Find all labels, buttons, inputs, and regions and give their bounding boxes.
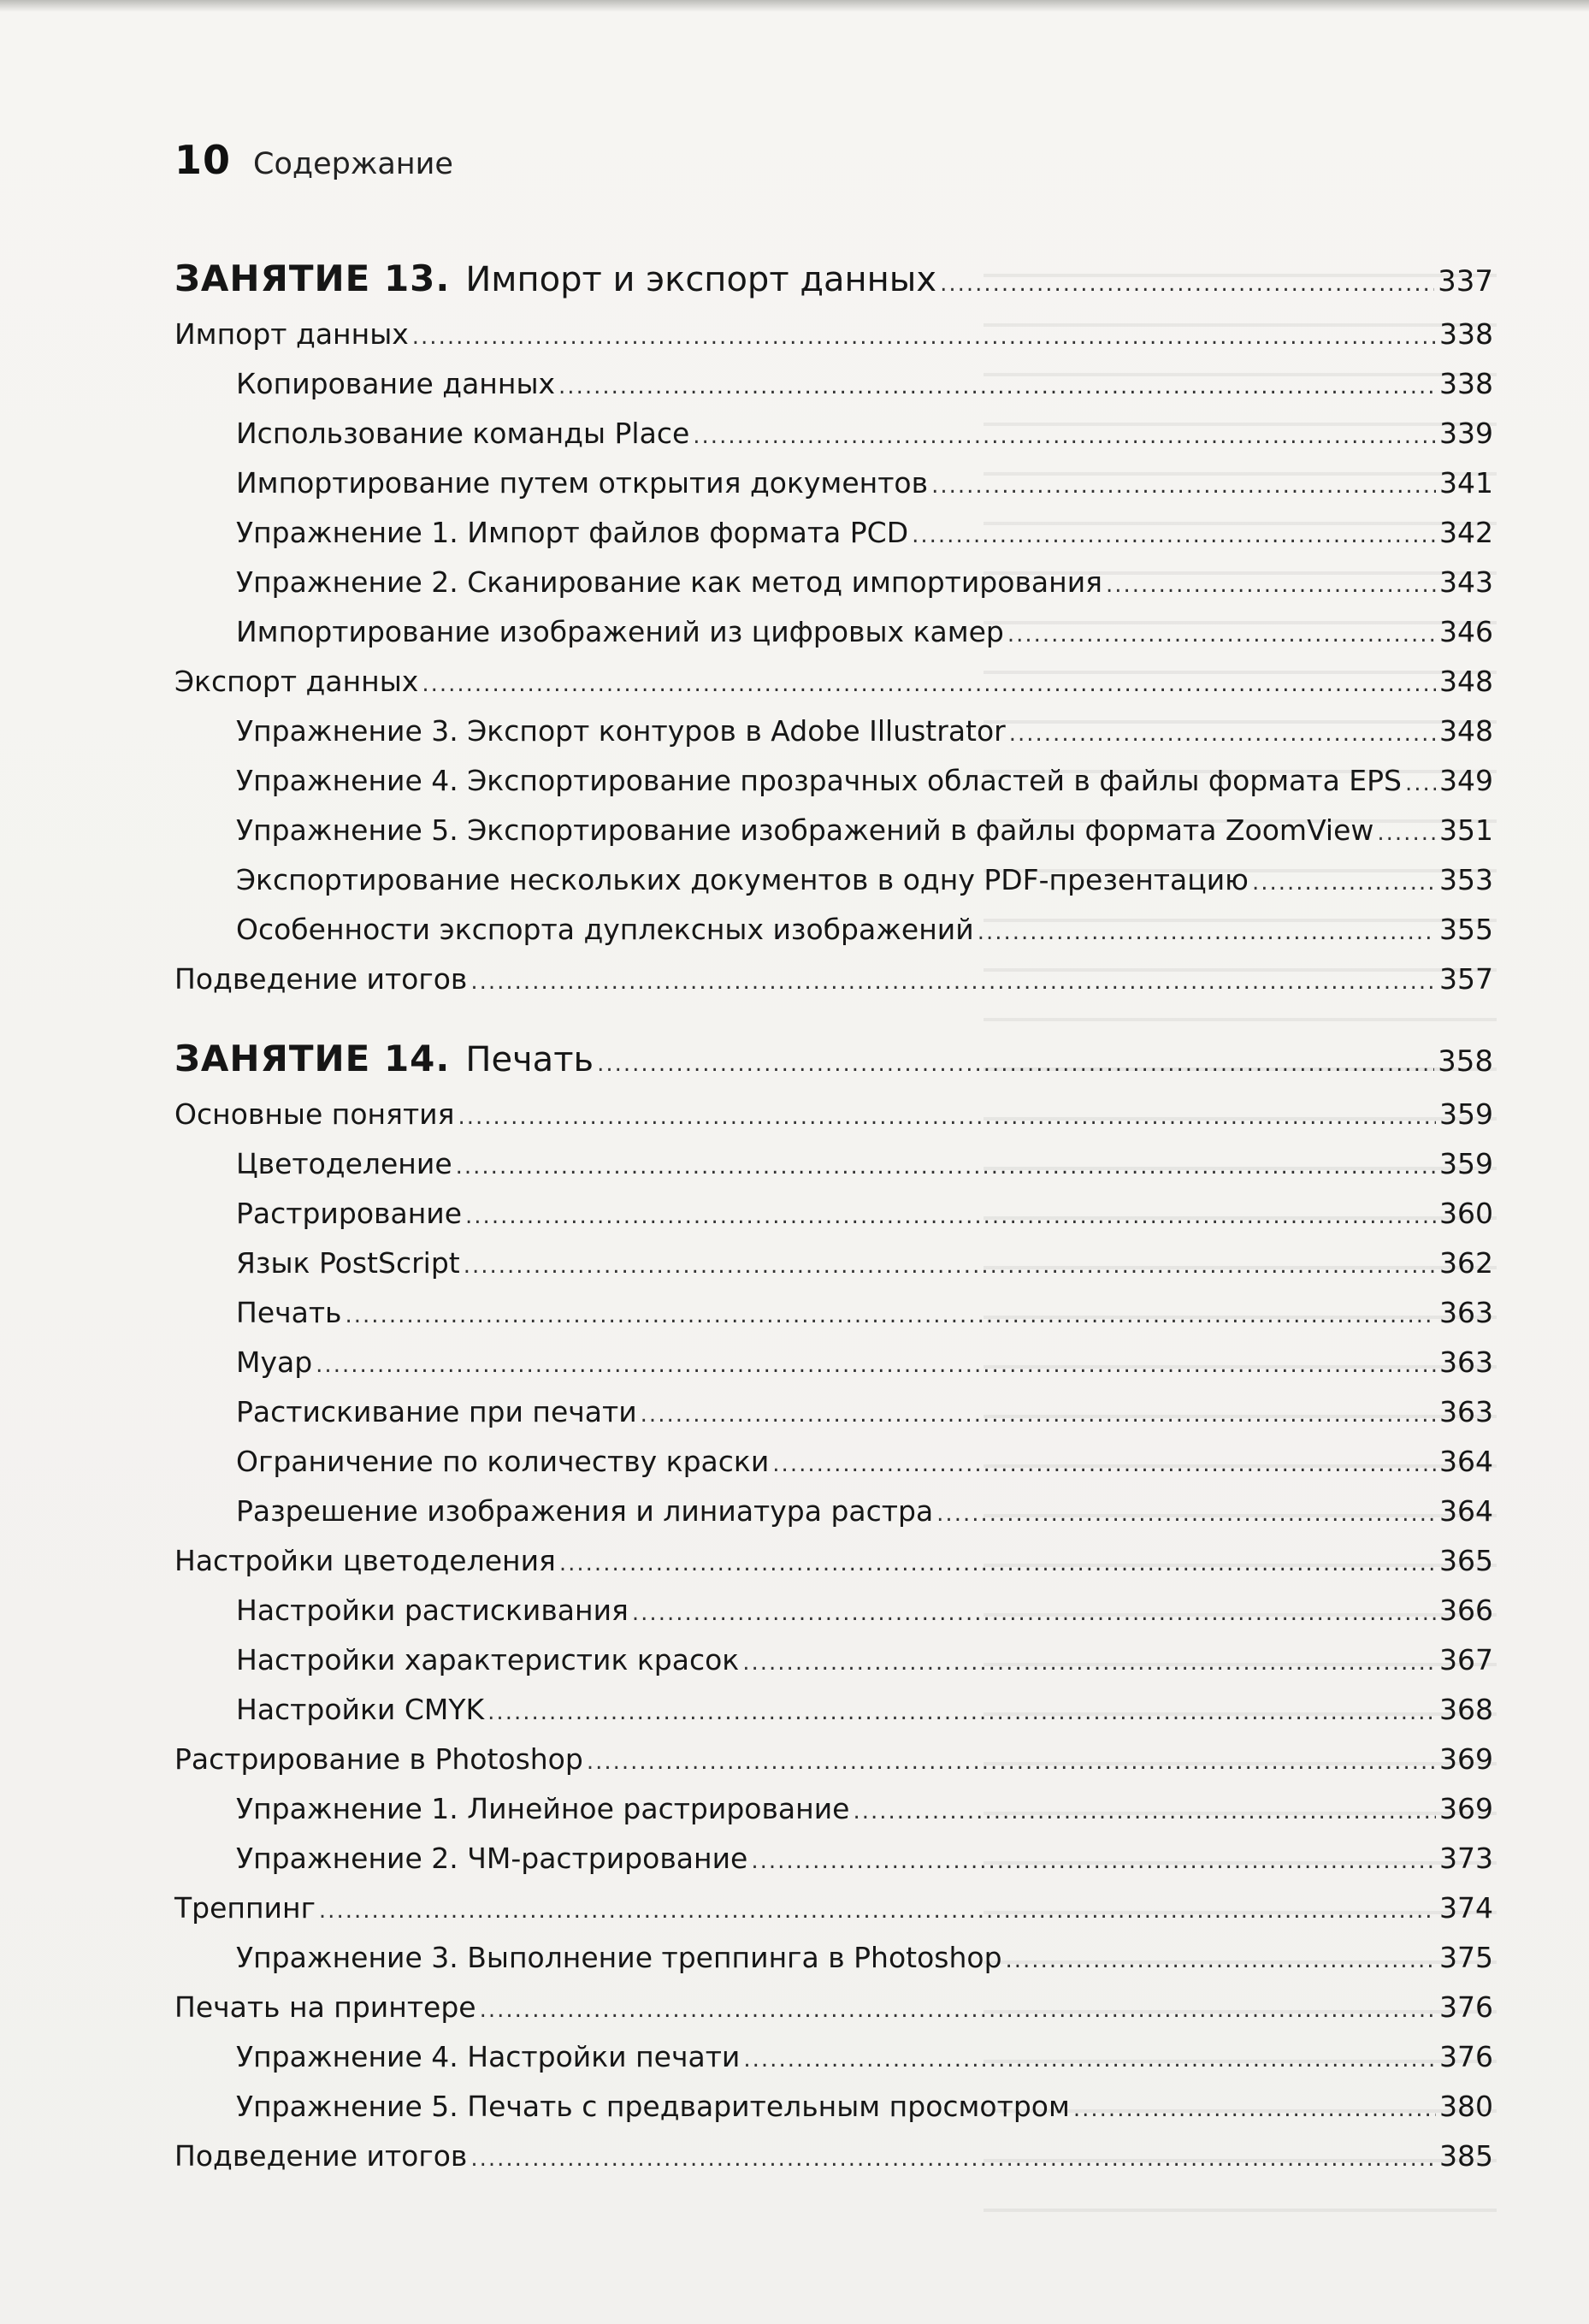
- toc-entry-page-number: 364: [1439, 1445, 1493, 1478]
- toc-subsection-entry[interactable]: [174, 558, 1493, 607]
- toc-entry-page-number: 365: [1439, 1544, 1493, 1577]
- toc-entry-label: Настройки CMYK: [236, 1693, 485, 1726]
- dot-leader: [940, 253, 1434, 315]
- page-number: 10: [174, 137, 232, 183]
- toc-entry-page-number: 369: [1439, 1792, 1493, 1825]
- toc-entry-label: Печать: [236, 1296, 342, 1329]
- dot-leader: [346, 1291, 1436, 1340]
- toc-entry-label: Копирование данных: [236, 367, 556, 400]
- toc-entry-page-number: 363: [1439, 1395, 1493, 1428]
- dot-leader: [632, 1588, 1436, 1638]
- toc-entry-label: Язык PostScript: [236, 1246, 460, 1280]
- toc-entry-label: Особенности экспорта дуплексных изображений: [236, 913, 974, 946]
- toc-entry-page-number: 363: [1439, 1296, 1493, 1329]
- toc-entry-page-number: 351: [1439, 813, 1493, 847]
- toc-entry-page-number: 362: [1439, 1246, 1493, 1280]
- toc-subsection-entry[interactable]: [174, 1487, 1493, 1536]
- dot-leader: [458, 1092, 1436, 1142]
- toc-subsection-entry[interactable]: [174, 1288, 1493, 1338]
- toc-subsection-entry[interactable]: [174, 1387, 1493, 1437]
- toc-subsection-entry[interactable]: [174, 905, 1493, 955]
- toc-entry-page-number: 338: [1439, 367, 1493, 400]
- toc-entry-page-number: 359: [1439, 1147, 1493, 1180]
- toc-entry-label: Настройки цветоделения: [174, 1544, 556, 1577]
- dot-leader: [912, 511, 1436, 560]
- toc-subsection-entry[interactable]: [174, 1635, 1493, 1685]
- toc-entry-page-number: 348: [1439, 714, 1493, 748]
- toc-section-entry[interactable]: [174, 1983, 1493, 2032]
- chapter-block: [174, 248, 1493, 1004]
- toc-entry-page-number: 369: [1439, 1742, 1493, 1776]
- dot-leader: [978, 908, 1436, 957]
- dot-leader: [1252, 858, 1436, 908]
- toc-entry-label: Импортирование путем открытия документов: [236, 466, 929, 500]
- dot-leader: [465, 1192, 1436, 1241]
- toc-entry-page-number: 374: [1439, 1891, 1493, 1925]
- toc-entry-label: Упражнение 3. Экспорт контуров в Adobe Illustrator: [236, 714, 1006, 748]
- toc-entry-label: Растрирование: [236, 1197, 463, 1230]
- dot-leader: [470, 957, 1436, 1007]
- toc-subsection-entry[interactable]: [174, 756, 1493, 806]
- dot-leader: [464, 1241, 1436, 1291]
- chapter-number: ЗАНЯТИЕ 14.: [174, 1038, 451, 1079]
- dot-leader: [853, 1787, 1436, 1836]
- toc-entry-label: Разрешение изображения и линиатура растра: [236, 1494, 934, 1528]
- dot-leader: [319, 1886, 1436, 1936]
- toc-entry-label: Упражнение 4. Настройки печати: [236, 2040, 741, 2073]
- toc-entry-label: Использование команды Place: [236, 417, 690, 450]
- dot-leader: [422, 659, 1436, 709]
- dot-leader: [1106, 560, 1436, 610]
- toc-entry-page-number: 366: [1439, 1594, 1493, 1627]
- dot-leader: [1009, 709, 1436, 759]
- dot-leader: [1006, 1936, 1436, 1985]
- toc-entry-label: Подведение итогов: [174, 962, 468, 996]
- toc-subsection-entry[interactable]: [174, 855, 1493, 905]
- toc-entry-page-number: 341: [1439, 466, 1493, 500]
- chapter-title: Импорт и экспорт данных: [465, 260, 937, 299]
- dot-leader: [587, 1737, 1436, 1787]
- toc-entry-label: Ограничение по количеству краски: [236, 1445, 770, 1478]
- dot-leader: [693, 411, 1436, 461]
- toc-entry-label: Муар: [236, 1345, 313, 1379]
- dot-leader: [412, 312, 1436, 362]
- toc-subsection-entry[interactable]: [174, 707, 1493, 756]
- toc-entry-page-number: 373: [1439, 1842, 1493, 1875]
- toc-section-entry[interactable]: [174, 955, 1493, 1004]
- toc-entry-label: Экспорт данных: [174, 665, 419, 698]
- page-top-edge: [0, 0, 1589, 12]
- toc-section-entry[interactable]: [174, 1536, 1493, 1586]
- toc-entry-page-number: 357: [1439, 962, 1493, 996]
- chapter-title: Печать: [465, 1040, 594, 1079]
- toc-section-entry[interactable]: [174, 1883, 1493, 1933]
- chapter-page-number: 358: [1438, 1044, 1493, 1079]
- dot-leader: [559, 1539, 1436, 1588]
- toc-entry-label: Настройки растискивания: [236, 1594, 629, 1627]
- dot-leader: [487, 1688, 1436, 1737]
- toc-entry-page-number: 376: [1439, 1990, 1493, 2024]
- toc-entry-page-number: 348: [1439, 665, 1493, 698]
- toc-subsection-entry[interactable]: [174, 458, 1493, 508]
- toc-section-entry[interactable]: [174, 1735, 1493, 1784]
- toc-subsection-entry[interactable]: [174, 1586, 1493, 1635]
- chapter-heading[interactable]: [174, 248, 1493, 310]
- toc-section-entry[interactable]: [174, 1090, 1493, 1139]
- toc-subsection-entry[interactable]: [174, 806, 1493, 855]
- toc-section-entry[interactable]: [174, 310, 1493, 359]
- chapter-number: ЗАНЯТИЕ 13.: [174, 257, 451, 299]
- toc-entry-page-number: 349: [1439, 764, 1493, 797]
- dot-leader: [743, 2035, 1436, 2085]
- toc-entry-label: Упражнение 5. Экспортирование изображений в файлы формата ZoomView: [236, 813, 1374, 847]
- toc-subsection-entry[interactable]: [174, 1338, 1493, 1387]
- toc-entry-label: Импортирование изображений из цифровых камер: [236, 615, 1004, 648]
- dot-leader: [742, 1638, 1436, 1688]
- dot-leader: [558, 362, 1436, 411]
- dot-leader: [316, 1340, 1436, 1390]
- dot-leader: [456, 1142, 1436, 1192]
- toc-subsection-entry[interactable]: [174, 359, 1493, 409]
- dot-leader: [1405, 759, 1436, 808]
- toc-entry-page-number: 360: [1439, 1197, 1493, 1230]
- toc-subsection-entry[interactable]: [174, 508, 1493, 558]
- toc-entry-label: Упражнение 4. Экспортирование прозрачных областей в файлы формата EPS: [236, 764, 1402, 797]
- toc-entry-page-number: 375: [1439, 1941, 1493, 1974]
- toc-subsection-entry[interactable]: [174, 2032, 1493, 2082]
- toc-entry-label: Упражнение 1. Линейное растрирование: [236, 1792, 850, 1825]
- toc-entry-label: Настройки характеристик красок: [236, 1643, 740, 1676]
- toc-entry-label: Треппинг: [174, 1891, 316, 1925]
- toc-entry-label: Растрирование в Photoshop: [174, 1742, 583, 1776]
- toc-entry-page-number: 342: [1439, 516, 1493, 549]
- page-header: [174, 137, 453, 183]
- toc-entry-label: Импорт данных: [174, 317, 409, 351]
- toc-subsection-entry[interactable]: [174, 1437, 1493, 1487]
- chapter-heading-label: [174, 1028, 594, 1091]
- toc-entry-page-number: 339: [1439, 417, 1493, 450]
- toc-entry-page-number: 343: [1439, 565, 1493, 599]
- toc-entry-label: Упражнение 2. Сканирование как метод импортирования: [236, 565, 1102, 599]
- toc-entry-page-number: 353: [1439, 863, 1493, 896]
- toc-entry-label: Печать на принтере: [174, 1990, 476, 2024]
- chapter-page-number: 337: [1438, 264, 1493, 299]
- toc-subsection-entry[interactable]: [174, 1933, 1493, 1983]
- toc-subsection-entry[interactable]: [174, 1685, 1493, 1735]
- dot-leader: [1007, 610, 1436, 659]
- dot-leader: [1377, 808, 1436, 858]
- toc-entry-label: Подведение итогов: [174, 2139, 468, 2173]
- toc-entry-page-number: 346: [1439, 615, 1493, 648]
- toc-entry-page-number: 385: [1439, 2139, 1493, 2173]
- toc-entry-label: Упражнение 5. Печать с предварительным просмотром: [236, 2090, 1070, 2123]
- dot-leader: [597, 1033, 1434, 1095]
- toc-section-entry[interactable]: [174, 657, 1493, 707]
- toc-subsection-entry[interactable]: [174, 2082, 1493, 2132]
- toc-entry-page-number: 376: [1439, 2040, 1493, 2073]
- dot-leader: [772, 1440, 1436, 1489]
- dot-leader: [480, 1985, 1436, 2035]
- dot-leader: [1073, 2085, 1436, 2134]
- chapter-heading[interactable]: [174, 1028, 1493, 1090]
- toc-subsection-entry[interactable]: [174, 1139, 1493, 1189]
- toc-subsection-entry[interactable]: [174, 1239, 1493, 1288]
- toc-entry-label: Упражнение 2. ЧМ-растрирование: [236, 1842, 748, 1875]
- toc-entry-page-number: 367: [1439, 1643, 1493, 1676]
- toc-entry-label: Растискивание при печати: [236, 1395, 637, 1428]
- toc-subsection-entry[interactable]: [174, 1189, 1493, 1239]
- toc-entry-page-number: 359: [1439, 1097, 1493, 1131]
- toc-entry-label: Цветоделение: [236, 1147, 452, 1180]
- toc-entry-page-number: 380: [1439, 2090, 1493, 2123]
- dot-leader: [936, 1489, 1436, 1539]
- toc-entry-label: Экспортирование нескольких документов в одну PDF-презентацию: [236, 863, 1249, 896]
- toc-entry-label: Основные понятия: [174, 1097, 455, 1131]
- chapter-heading-label: [174, 248, 936, 310]
- chapter-block: [174, 1028, 1493, 2181]
- toc-subsection-entry[interactable]: [174, 409, 1493, 458]
- toc-subsection-entry[interactable]: [174, 607, 1493, 657]
- toc-entry-page-number: 355: [1439, 913, 1493, 946]
- toc-subsection-entry[interactable]: [174, 1784, 1493, 1834]
- toc-entry-label: Упражнение 3. Выполнение треппинга в Photoshop: [236, 1941, 1002, 1974]
- toc-entry-page-number: 364: [1439, 1494, 1493, 1528]
- table-of-contents: [174, 248, 1493, 2181]
- toc-section-entry[interactable]: [174, 2132, 1493, 2181]
- toc-entry-page-number: 368: [1439, 1693, 1493, 1726]
- dot-leader: [751, 1836, 1436, 1886]
- toc-entry-label: Упражнение 1. Импорт файлов формата PCD: [236, 516, 909, 549]
- toc-entry-page-number: 338: [1439, 317, 1493, 351]
- toc-entry-page-number: 363: [1439, 1345, 1493, 1379]
- dot-leader: [470, 2134, 1436, 2184]
- running-title: Содержание: [253, 147, 453, 181]
- toc-subsection-entry[interactable]: [174, 1834, 1493, 1883]
- dot-leader: [641, 1390, 1436, 1440]
- dot-leader: [931, 461, 1436, 511]
